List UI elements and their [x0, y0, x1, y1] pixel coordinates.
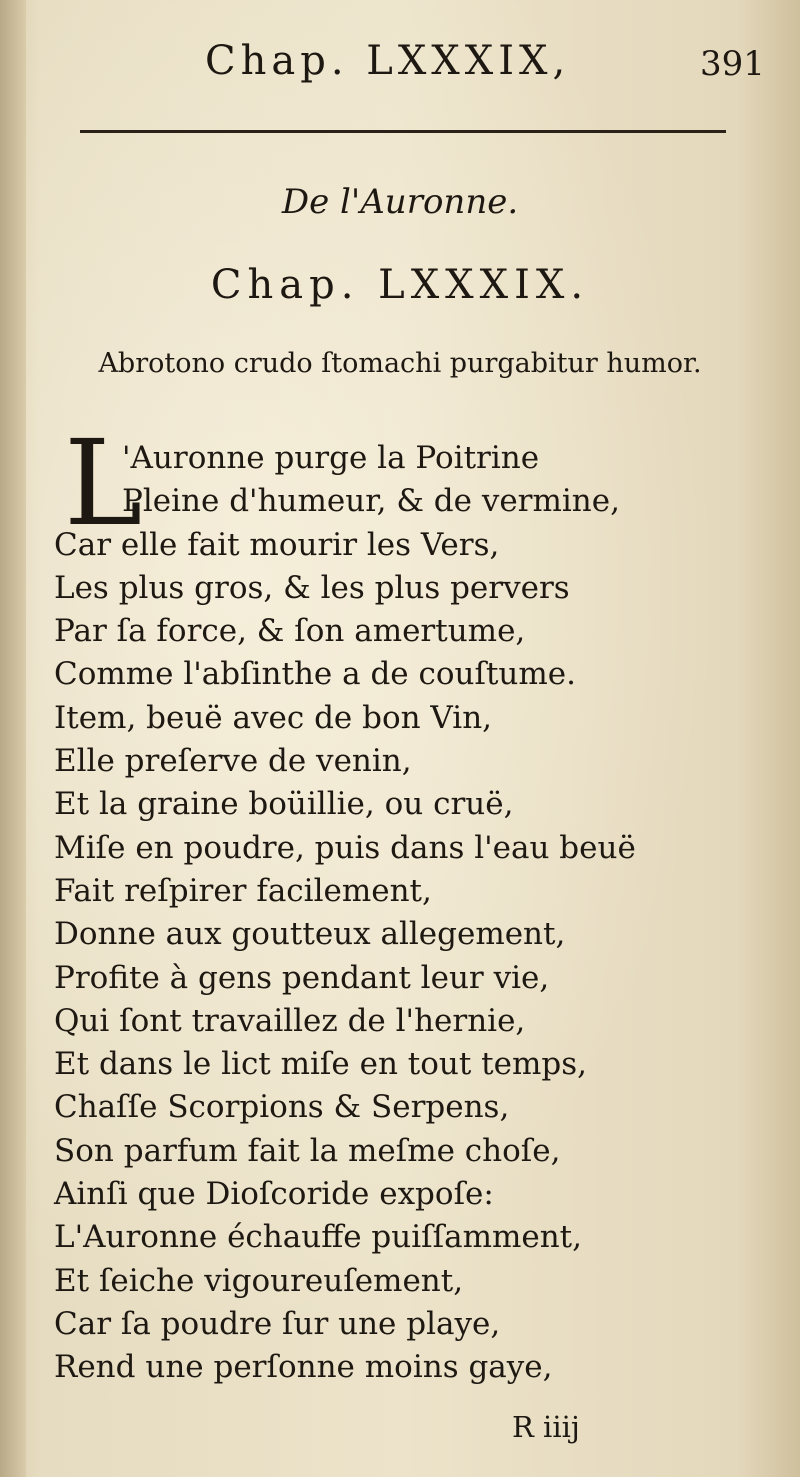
- verse-line: Donne aux goutteux allegement,: [54, 916, 566, 953]
- verse-line: Profite à gens pendant leur vie,: [54, 959, 550, 996]
- verse-line: Item, beuë avec de bon Vin,: [54, 699, 493, 736]
- verse-line: Elle preſerve de venin,: [54, 743, 412, 780]
- verse-line: Chaſſe Scorpions & Serpens,: [54, 1089, 510, 1126]
- verse-line: L'Auronne échauffe puiſſamment,: [54, 1219, 582, 1256]
- verse-line: Son parfum fait la meſme choſe,: [54, 1132, 561, 1169]
- chapter-heading: Chap. LXXXIX.: [210, 262, 590, 308]
- poem-body: [54, 414, 744, 1390]
- verse-line: Car ſa poudre ſur une playe,: [54, 1305, 501, 1342]
- verse-line: Car elle fait mourir les Vers,: [54, 526, 500, 563]
- verse-line: Comme l'abſinthe a de couſtume.: [54, 656, 576, 693]
- verse-line: Les plus gros, & les plus pervers: [54, 569, 570, 606]
- verse-line: Et la graine boüillie, ou cruë,: [54, 786, 514, 823]
- drop-cap: L: [64, 414, 143, 552]
- verse-line: Ainſi que Dioſcoride expoſe:: [54, 1176, 494, 1213]
- verse-line: Et dans le lict miſe en tout temps,: [54, 1046, 587, 1083]
- chapter-subject: De l'Auronne.: [281, 182, 519, 222]
- signature-mark: R iiij: [512, 1410, 580, 1444]
- verse-line: Et ſeiche vigoureuſement,: [54, 1262, 464, 1299]
- page-number: 391: [700, 44, 765, 84]
- verse-line: Rend une perſonne moins gaye,: [54, 1349, 553, 1386]
- verse-line: 'Auronne purge la Poitrine: [122, 440, 540, 476]
- latin-epigraph: Abrotono crudo ſtomachi purgabitur humor.: [98, 348, 702, 379]
- verse-line: Pleine d'humeur, & de vermine,: [122, 483, 620, 520]
- header-rule: [80, 130, 726, 133]
- verse-line: Fait reſpirer facilement,: [54, 872, 432, 909]
- verse-line: Qui ſont travaillez de l'hernie,: [54, 1002, 526, 1039]
- verse-line: Par ſa force, & ſon amertume,: [54, 613, 526, 650]
- running-head: Chap. LXXXIX,: [205, 38, 571, 84]
- verse-line: Miſe en poudre, puis dans l'eau beuë: [54, 829, 636, 866]
